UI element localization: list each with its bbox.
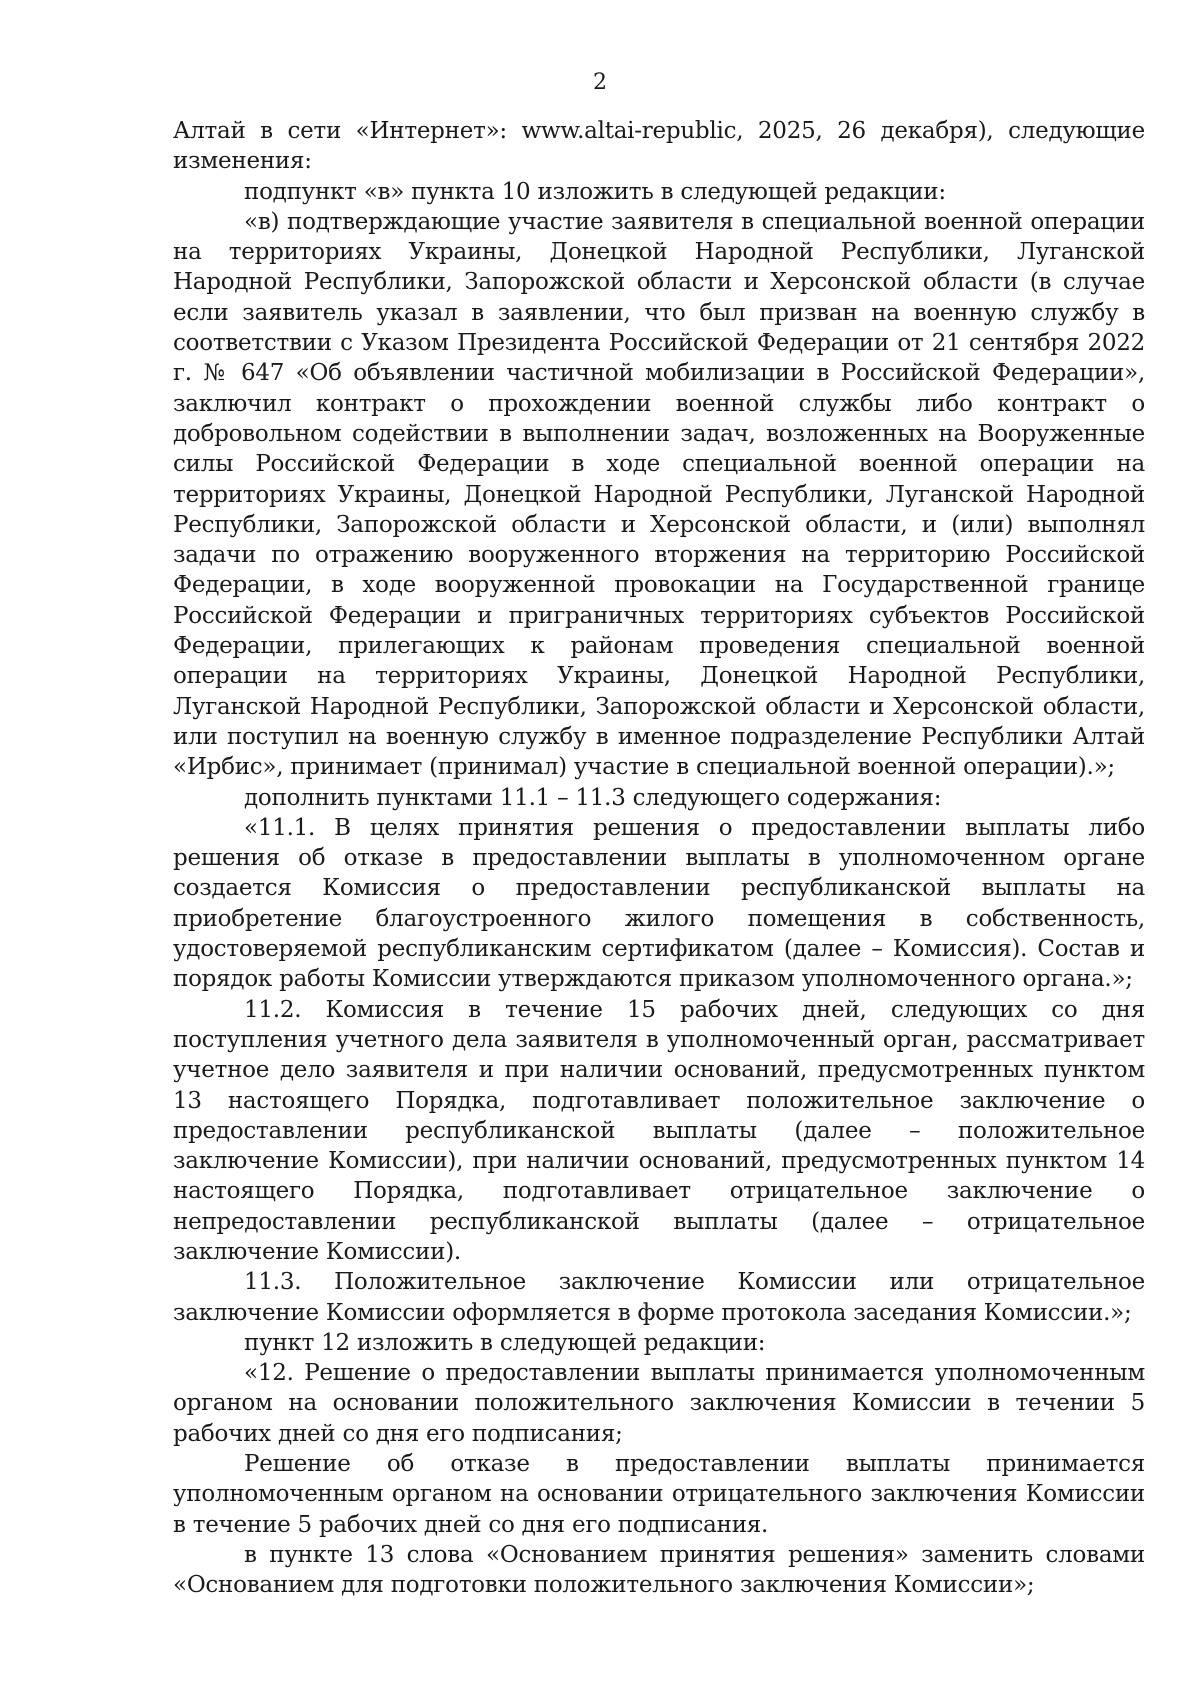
paragraph-continuation: Алтай в сети «Интернет»: www.altai-republic, 2025, 26 декабря), следующие изменения: [173,118,1145,175]
paragraph-item-13-amend: в пункте 13 слова «Основанием принятия решения» заменить словами «Основанием для подготовки положительного заключения Комиссии»; [173,1541,1145,1599]
paragraph-item-12-text: «12. Решение о предоставлении выплаты принимается уполномоченным органом на основании положительного заключения Комиссии в течении 5 рабочих дней со дня его подписания; [173,1360,1145,1447]
paragraph-amend-item-12: пункт 12 изложить в следующей редакции: [244,1329,766,1356]
document-body [173,116,1145,1601]
paragraph-amend-subitem-v: подпункт «в» пункта 10 изложить в следующей редакции: [244,178,946,205]
paragraph-subitem-v-text: «в) подтверждающие участие заявителя в специальной военной операции на территориях Украины, Донецкой Народной Республики, Луганской Народной Республики, Запорожской области и Херсонской области (в случае если заявитель указал в заявлении, что был призван на военную службу в соответствии с Указом Президента Российской Федерации от 21 сентября 2022 г. № 647 «Об объявлении частичной мобилизации в Российской Федерации», заключил контракт о прохождении военной службы либо контракт о добровольном содействии в выполнении задач, возложенных на Вооруженные силы Российской Федерации в ходе специальной военной операции на территориях Украины, Донецкой Народной Республики, Луганской Народной Республики, Запорожской области и Херсонской области, и (или) выполнял задачи по отражению вооруженного вторжения на территорию Российской Федерации, в ходе вооруженной провокации на Государственной границе Российской Федерации и приграничных территориях субъектов Российской Федерации, прилегающих к районам проведения специальной военной операции на территориях Украины, Донецкой Народной Республики, Луганской Народной Республики, Запорожской области и Херсонской области, или поступил на военную службу в именное подразделение Республики Алтай «Ирбис», принимает (принимал) участие в специальной военной операции).»; [173,208,1145,781]
page-number: 2 [593,70,607,95]
paragraph-refusal-decision: Решение об отказе в предоставлении выплаты принимается уполномоченным органом на основании отрицательного заключения Комиссии в течение 5 рабочих дней со дня его подписания. [173,1451,1145,1538]
paragraph-item-11-1: «11.1. В целях принятия решения о предоставлении выплаты либо решения об отказе в предоставлении выплаты в уполномоченном органе создается Комиссия о предоставлении республиканской выплаты на приобретение благоустроенного жилого помещения в собственность, удостоверяемой республиканским сертификатом (далее – Комиссия). Состав и порядок работы Комиссии утверждаются приказом уполномоченного органа.»; [173,814,1145,993]
paragraph-item-11-2: 11.2. Комиссия в течение 15 рабочих дней, следующих со дня поступления учетного дела заявителя в уполномоченный орган, рассматривает учетное дело заявителя и при наличии оснований, предусмотренных пунктом 13 настоящего Порядка, подготавливает положительное заключение о предоставлении республиканской выплаты (далее – положительное заключение Комиссии), при наличии оснований, предусмотренных пунктом 14 настоящего Порядка, подготавливает отрицательное заключение о непредоставлении республиканской выплаты (далее – отрицательное заключение Комиссии). [173,996,1145,1265]
paragraph-add-items: дополнить пунктами 11.1 – 11.3 следующего содержания: [244,784,942,811]
paragraph-item-11-3: 11.3. Положительное заключение Комиссии или отрицательное заключение Комиссии оформляется в форме протокола заседания Комиссии.»; [173,1269,1145,1326]
